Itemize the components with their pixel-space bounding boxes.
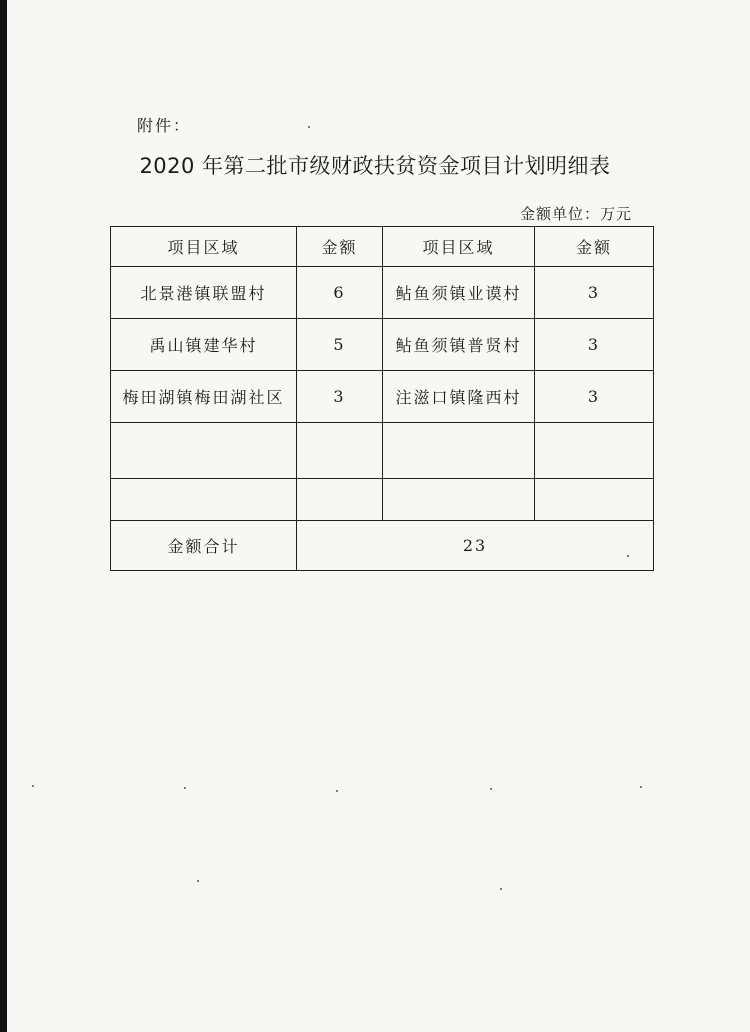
scan-speck [640, 786, 642, 788]
amount-cell: 3 [297, 371, 383, 423]
scan-speck [627, 555, 629, 557]
area-cell: 注滋口镇隆西村 [383, 371, 535, 423]
header-amount-1: 金额 [297, 227, 383, 267]
area-cell [383, 479, 535, 521]
table-header-row [111, 227, 654, 267]
area-cell: 北景港镇联盟村 [111, 267, 297, 319]
amount-cell [297, 423, 383, 479]
total-value: 23 [297, 521, 654, 571]
table-row [111, 479, 654, 521]
scan-speck [490, 788, 492, 790]
amount-cell [297, 479, 383, 521]
total-row [111, 521, 654, 571]
area-cell [111, 479, 297, 521]
table-row [111, 423, 654, 479]
attachment-label: 附件： [137, 116, 192, 135]
scan-speck [32, 785, 34, 787]
scan-speck [197, 880, 199, 882]
area-cell: 鲇鱼须镇业谟村 [383, 267, 535, 319]
area-cell: 鲇鱼须镇普贤村 [383, 319, 535, 371]
amount-cell [535, 423, 654, 479]
header-area-1: 项目区域 [111, 227, 297, 267]
area-cell [383, 423, 535, 479]
area-cell: 禹山镇建华村 [111, 319, 297, 371]
table-row [111, 371, 654, 423]
amount-cell: 5 [297, 319, 383, 371]
header-area-2: 项目区域 [383, 227, 535, 267]
fund-plan-table [110, 226, 654, 571]
table-row [111, 267, 654, 319]
amount-cell: 3 [535, 319, 654, 371]
amount-cell: 3 [535, 371, 654, 423]
total-label: 金额合计 [111, 521, 297, 571]
unit-note: 金额单位：万元 [520, 205, 633, 223]
amount-cell [535, 479, 654, 521]
amount-cell: 6 [297, 267, 383, 319]
scan-speck [184, 787, 186, 789]
area-cell [111, 423, 297, 479]
header-amount-2: 金额 [535, 227, 654, 267]
document-title: 2020 年第二批市级财政扶贫资金项目计划明细表 [139, 154, 611, 178]
amount-cell: 3 [535, 267, 654, 319]
area-cell: 梅田湖镇梅田湖社区 [111, 371, 297, 423]
scan-speck [308, 126, 310, 128]
scan-speck [336, 790, 338, 792]
table-row [111, 319, 654, 371]
scan-speck [500, 888, 502, 890]
